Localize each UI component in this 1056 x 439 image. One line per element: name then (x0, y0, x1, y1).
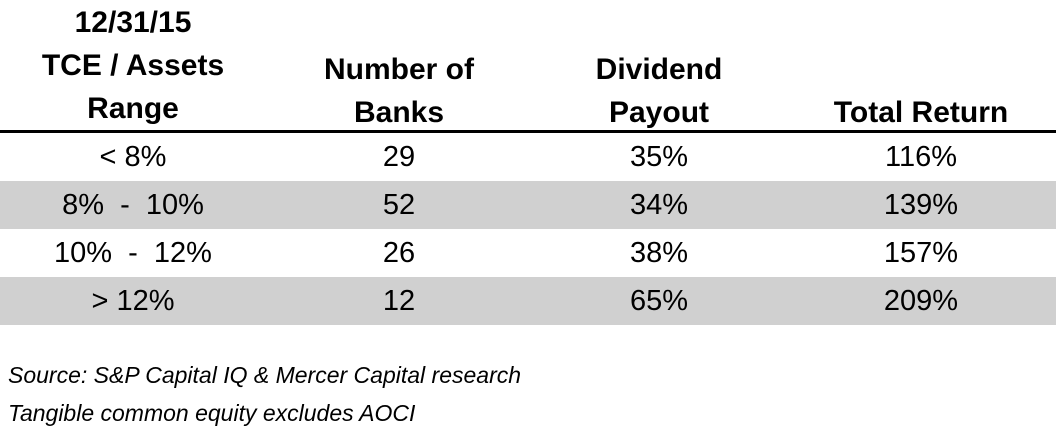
cell-number-of-banks: 26 (382, 237, 416, 269)
header-dividend-payout (532, 48, 786, 134)
header-tce-assets-range (0, 1, 266, 130)
footnote: Tangible common equity excludes AOCI (8, 400, 416, 426)
cell-total-return: 209% (883, 285, 959, 317)
table-row (0, 229, 1056, 277)
cell-dividend-payout: 38% (629, 237, 689, 269)
header-dividend-line-1: Dividend (595, 53, 723, 86)
cell-number-of-banks: 29 (382, 141, 416, 173)
header-dividend-line-2: Payout (608, 96, 710, 129)
header-return-line-1: Total Return (833, 96, 1009, 129)
table-row (0, 277, 1056, 325)
cell-dividend-payout: 65% (629, 285, 689, 317)
cell-total-return: 139% (883, 189, 959, 221)
table-notes (8, 356, 521, 432)
table-header (0, 0, 1056, 133)
header-total-return (786, 91, 1056, 134)
header-tce-line-1: 12/31/15 (74, 6, 192, 39)
header-number-of-banks (266, 48, 532, 134)
table-row (0, 181, 1056, 229)
cell-range: > 12% (91, 285, 175, 317)
cell-number-of-banks: 52 (382, 189, 416, 221)
cell-total-return: 157% (883, 237, 959, 269)
header-tce-line-2: TCE / Assets (41, 49, 225, 82)
cell-range: 8% - 10% (62, 189, 204, 221)
source-note: Source: S&P Capital IQ & Mercer Capital research (8, 362, 522, 388)
cell-dividend-payout: 35% (629, 141, 689, 173)
cell-total-return: 116% (884, 141, 958, 173)
header-banks-line-1: Number of (324, 53, 474, 86)
header-tce-line-3: Range (87, 92, 179, 125)
cell-number-of-banks: 12 (382, 285, 416, 317)
header-banks-line-2: Banks (353, 96, 445, 129)
cell-dividend-payout: 34% (629, 189, 689, 221)
table-row (0, 133, 1056, 181)
cell-range: < 8% (99, 141, 167, 173)
cell-range: 10% - 12% (54, 237, 212, 269)
